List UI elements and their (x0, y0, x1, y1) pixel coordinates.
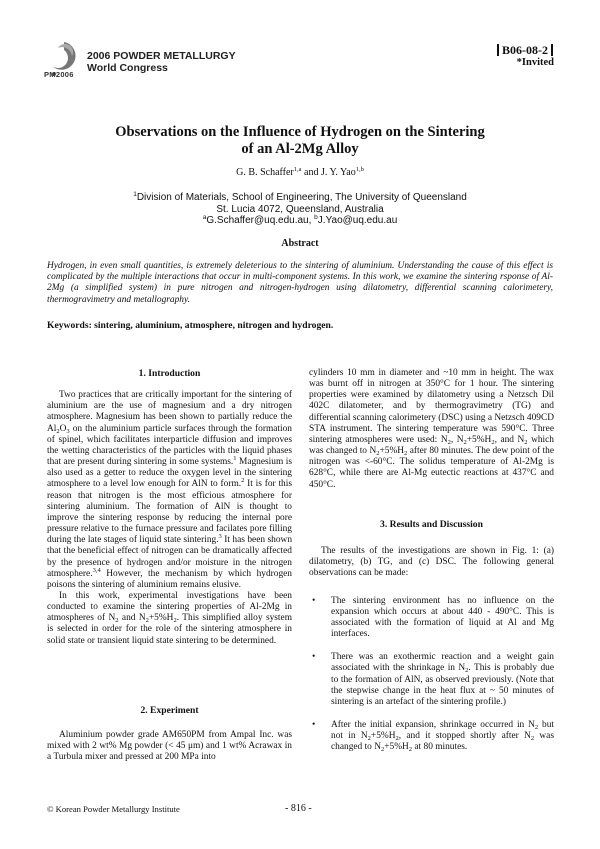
conference-name (87, 50, 236, 74)
title-line1: Observations on the Influence of Hydrogen on the Sintering (115, 124, 485, 140)
observations-list (309, 596, 554, 754)
affiliation-line1: $^1$Division of Materials, School of Engineering, The University of Queensland (133, 191, 467, 203)
affiliation-emails: $^a$G.Schaffer@uq.edu.au, $^b$J.Yao@uq.edu.au (202, 214, 398, 226)
introduction-paragraph-1: Two practices that are critically important for the sintering of aluminium are the use of magnesium and a dry nitrogen atmosphere. Magnesium has been shown to partially reduce the $Al_2O_3$ on the aluminium particle surfaces through the formation of spinel, which facilitates interparticle diffusion and improves the wetting characteristics of the particles with the liquid phases that are present during sintering in some systems.$^1$ Magnesium is also used as a getter to reduce the oxygen level in the sintering atmosphere to a level low enough for AlN to form.$^2$ It is for this reason that nitrogen is the most efficious atmosphere for sintering aluminium. The formation of AlN is thought to improve the sintering response by reducing the internal pore pressure relative to the furnace pressure and facilates pore filling during the late stages of liquid state sintering.$^3$ It has been shown that the beneficial effect of nitrogen can be dramatically affected by the presence of hydrogen and/or moisture in the nitrogen atmosphere.$^{3,4}$ However, the mechanism by which hydrogen poisons the sintering of aluminium remains elusive. (47, 390, 293, 590)
conference-line1: 2006 POWDER METALLURGY (87, 50, 236, 62)
abstract-heading: Abstract (281, 238, 319, 249)
page-number: - 816 - (285, 803, 312, 814)
bullet-icon: • (312, 720, 316, 731)
title-line2: of an Al-2Mg Alloy (241, 141, 359, 157)
introduction-paragraph-2: In this work, experimental investigations have been conducted to examine the sintering properties of Al-2Mg in atmospheres of $N_2$ and $N_2+5\%H_2$. This simplified alloy system is selected in order for the role of the sintering atmosphere in solid state or transient liquid state sintering to be determined. (47, 590, 292, 646)
results-paragraph-1: The results of the investigations are shown in Fig. 1: (a) dilatometry, (b) TG, and (c) DSC. The following general observations can be made: (309, 546, 554, 579)
list-item: • The sintering environment has no influence on the expansion which occurs at about 440 - 490°C. This is associated with the formation of liquid at Al and Mg interfaces. (312, 595, 554, 640)
paper-code (494, 43, 556, 57)
experiment-section (47, 705, 292, 764)
affiliation (50, 192, 550, 227)
list-item: • After the initial expansion, shrinkage occurred in $N_2$ but not in $N_2+5\%H_2$, and it stopped shortly after $N_2$ was changed to $N_2+5\%H_2$ at 80 minutes. (312, 720, 554, 754)
paper-code-text: B06-08-2 (502, 43, 548, 57)
experiment-paragraph-1-continued: cylinders 10 mm in diameter and ~10 mm in height. The wax was burnt off in nitrogen at 350°C for 1 hour. The sintering properties were examined by dilatometry using a Netzsch Dil 402C dilatometer, and by thermogravimetry (TG) and differential scanning calorimetery (DSC) using a Netzsch 409CD STA instrument. The sintering temperature was 590°C. Three sintering atmospheres were used: $N_2$, $N_2+5\%H_2$, and $N_2$ which was changed to $N_2+5\%H_2$ after 80 minutes. The dew point of the nitrogen was <-60°C. The solidus temperature of Al-2Mg is 628°C, while there are Al-Mg eutectic reactions at 437°C and 450°C. (309, 368, 554, 490)
copyright-notice: © Korean Powder Metallurgy Institute (47, 804, 180, 814)
results-section (309, 519, 554, 766)
results-heading: 3. Results and Discussion (380, 519, 483, 530)
conference-line2: World Congress (87, 62, 168, 74)
authors: G. B. Schaffer$^{1,a}$ and J. Y. Yao$^{1,b}$ (236, 166, 364, 178)
bullet-icon: • (312, 595, 316, 606)
introduction-heading: 1. Introduction (138, 368, 201, 379)
logo-text: PM2006 (44, 70, 74, 79)
invited-label: *Invited (516, 57, 554, 68)
abstract-text: Hydrogen, in even small quantities, is extremely deleterious to the sintering of aluminium. Understanding the cause of this effect is complicated by the multiple interactions that occur in multi-component systems. In this work, we examine the sintering rsponse of Al-2Mg (a simplified system) in pure nitrogen and nitrogen-hydrogen using dilatometry, differential scanning calorimetery, thermogravimetry and metallography. (47, 261, 553, 305)
bullet-icon: • (312, 652, 316, 663)
experiment-heading: 2. Experiment (140, 705, 199, 716)
left-column (47, 368, 292, 658)
experiment-paragraph-1: Aluminium powder grade AM650PM from Ampal Inc. was mixed with 2 wt% Mg powder (< 45 μm) and 1 wt% Acrawax in a Turbula mixer and pressed at 200 MPa into (47, 730, 292, 763)
paper-title (50, 124, 550, 158)
keywords: Keywords: sintering, aluminium, atmosphere, nitrogen and hydrogen. (47, 320, 334, 331)
list-item: • There was an exothermic reaction and a weight gain associated with the shrinkage in $N_2$. This is probably due to the formation of AlN, as observed previously. (Note that the stepwise change in the heat flux at ~ 50 minutes of sintering is an artefact of the sintering profile.) (312, 652, 554, 707)
right-column (309, 368, 554, 491)
affiliation-line2: St. Lucia 4072, Queensland, Australia (216, 203, 384, 215)
